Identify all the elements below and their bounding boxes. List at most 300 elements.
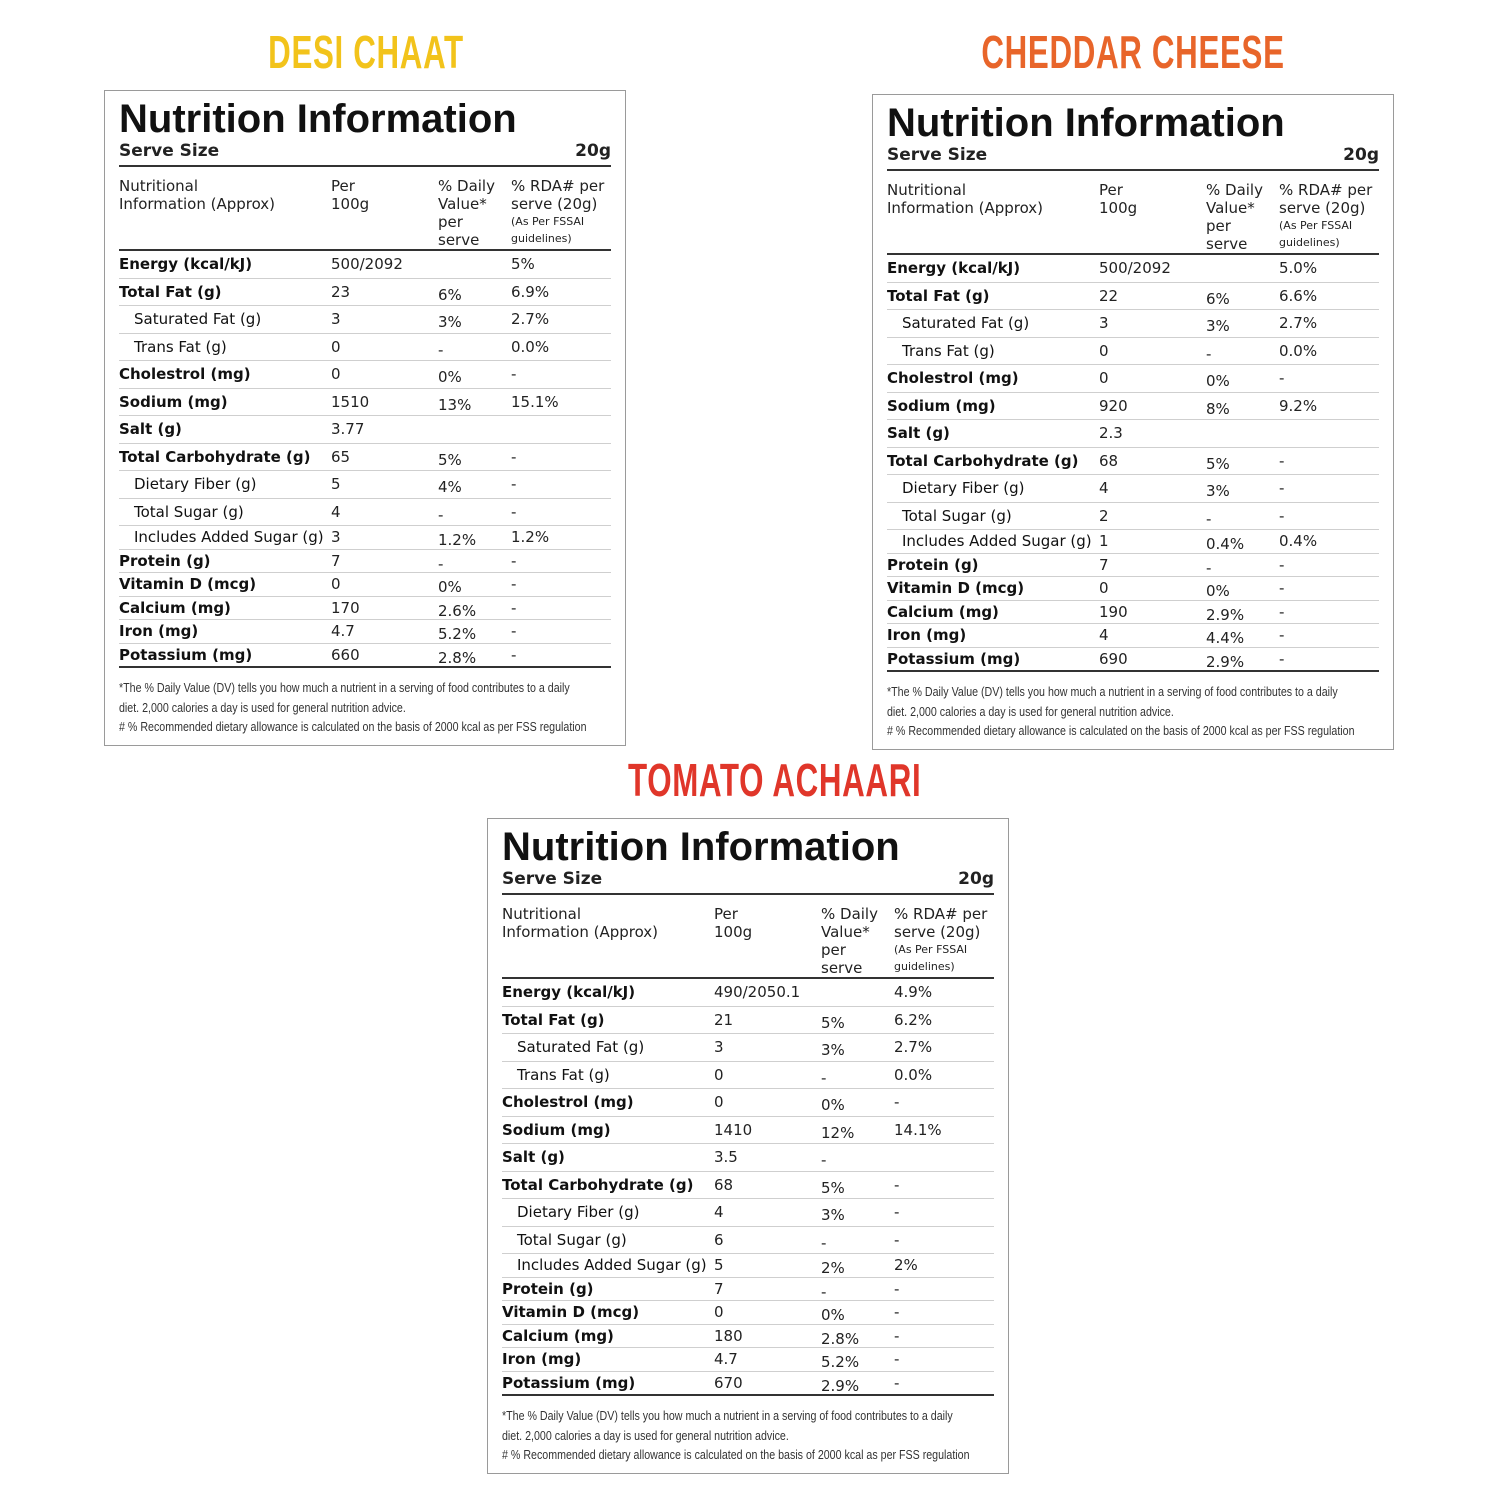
daily-value-percent: 3% — [1206, 317, 1230, 335]
daily-value-percent: - — [1206, 509, 1212, 528]
header-daily-value — [438, 177, 511, 249]
serve-size-row — [119, 141, 611, 167]
table-row — [887, 255, 1379, 283]
table-row — [887, 475, 1379, 503]
rda-percent: 0.4% — [1279, 532, 1318, 550]
rda-percent: - — [511, 475, 517, 493]
nutrient-name: Calcium (mg) — [502, 1326, 614, 1345]
rda-percent: 9.2% — [1279, 396, 1318, 415]
serve-size-row — [502, 869, 994, 895]
table-row — [502, 1117, 994, 1145]
per-100g-value: 3.5 — [714, 1148, 738, 1166]
daily-value-percent: 0% — [1206, 372, 1230, 390]
header-text: Per — [1099, 181, 1123, 199]
rda-percent: - — [894, 1350, 900, 1368]
footnote-line: diet. 2,000 calories a day is used for general nutrition advice. — [502, 1427, 789, 1443]
rda-percent: - — [894, 1230, 900, 1249]
table-row — [119, 444, 611, 472]
nutrient-name: Vitamin D (mcg) — [887, 579, 1025, 597]
header-text: (As Per FSSAI — [511, 215, 585, 228]
per-100g-value: 3 — [1099, 314, 1109, 332]
table-row — [887, 503, 1379, 531]
footnote — [502, 1396, 994, 1465]
header-text: guidelines) — [1279, 236, 1340, 249]
rda-percent: - — [894, 1373, 900, 1392]
table-row — [887, 338, 1379, 366]
header-text: % Daily — [438, 177, 495, 195]
nutrient-name: Calcium (mg) — [119, 598, 231, 617]
daily-value-percent: - — [821, 1068, 827, 1087]
nutrient-name: Dietary Fiber (g) — [134, 475, 257, 493]
serve-size-value: 20g — [958, 869, 994, 889]
table-row — [887, 283, 1379, 311]
daily-value-percent — [438, 251, 511, 278]
daily-value-percent: 6% — [1206, 289, 1230, 308]
per-100g-value: 7 — [1099, 555, 1109, 574]
per-100g-value: 490/2050.1 — [714, 983, 801, 1001]
table-row — [119, 550, 611, 574]
per-100g-value: 5 — [714, 1256, 724, 1274]
serve-size-value: 20g — [1343, 145, 1379, 165]
per-100g-value: 4 — [1099, 479, 1109, 497]
table-row — [502, 1301, 994, 1325]
per-100g-value: 5 — [331, 475, 341, 493]
nutrient-name: Energy (kcal/kJ) — [887, 259, 1021, 277]
header-text: serve — [438, 231, 480, 249]
table-row — [119, 416, 611, 444]
per-100g-value: 1510 — [331, 392, 370, 411]
flavor-title-cheddar-cheese: CHEDDAR CHEESE — [981, 26, 1285, 78]
table-row — [119, 644, 611, 669]
nutrient-name: Energy (kcal/kJ) — [502, 983, 636, 1001]
daily-value-percent: 2.9% — [821, 1376, 860, 1395]
table-row — [119, 620, 611, 644]
rda-percent: - — [511, 447, 517, 466]
nutrient-name: Includes Added Sugar (g) — [517, 1256, 707, 1274]
nutrient-name: Salt (g) — [119, 420, 182, 438]
nutrient-name: Sodium (mg) — [887, 396, 996, 415]
header-rda — [1279, 181, 1379, 249]
nutrient-name: Total Fat (g) — [502, 1010, 605, 1029]
nutrient-name: Saturated Fat (g) — [134, 310, 262, 328]
table-row — [119, 597, 611, 621]
nutrition-panel-cheddar-cheese — [872, 94, 1394, 750]
daily-value-percent: 5% — [438, 450, 462, 469]
panel-title: Nutrition Information — [502, 825, 900, 869]
serve-size-label: Serve Size — [119, 141, 220, 161]
table-row — [502, 1089, 994, 1117]
rda-percent: - — [894, 1203, 900, 1221]
rda-percent: 14.1% — [894, 1120, 942, 1139]
per-100g-value: 190 — [1099, 602, 1128, 621]
daily-value-percent: - — [438, 505, 444, 524]
header-text: Per — [331, 177, 355, 195]
per-100g-value: 1 — [1099, 532, 1109, 550]
header-text: 100g — [714, 923, 753, 941]
header-daily-value — [821, 905, 894, 977]
daily-value-percent: 5.2% — [821, 1353, 860, 1371]
table-row — [502, 1007, 994, 1035]
daily-value-percent: 4% — [438, 478, 462, 496]
daily-value-percent: 2.8% — [821, 1329, 860, 1348]
daily-value-percent: 2% — [821, 1259, 845, 1277]
nutrient-name: Includes Added Sugar (g) — [134, 528, 324, 546]
table-row — [887, 365, 1379, 393]
rda-percent: 0.0% — [894, 1065, 933, 1084]
per-100g-value: 0 — [1099, 341, 1109, 360]
daily-value-percent — [438, 416, 511, 443]
per-100g-value: 3 — [331, 528, 341, 546]
per-100g-value: 3.77 — [331, 420, 365, 438]
daily-value-percent: 5% — [821, 1013, 845, 1032]
header-nutrient — [119, 177, 331, 241]
daily-value-percent: 1.2% — [438, 531, 477, 549]
daily-value-percent: 3% — [438, 313, 462, 331]
rda-percent: 2.7% — [894, 1038, 933, 1056]
header-text: Information (Approx) — [887, 199, 1044, 217]
nutrient-name: Dietary Fiber (g) — [517, 1203, 640, 1221]
footnote — [119, 668, 611, 737]
panel-title: Nutrition Information — [887, 101, 1285, 145]
table-header — [502, 895, 994, 979]
header-text: Nutritional — [502, 905, 582, 923]
footnote-line: diet. 2,000 calories a day is used for general nutrition advice. — [119, 699, 406, 715]
nutrient-name: Cholestrol (mg) — [887, 369, 1019, 387]
table-row — [119, 499, 611, 527]
flavor-title-tomato-achaari: TOMATO ACHAARI — [628, 754, 922, 806]
per-100g-value: 690 — [1099, 649, 1128, 668]
nutrient-name: Total Sugar (g) — [517, 1230, 627, 1249]
per-100g-value: 4.7 — [714, 1350, 738, 1368]
table-row — [887, 624, 1379, 648]
rda-percent: - — [1279, 555, 1285, 574]
table-row — [887, 577, 1379, 601]
per-100g-value: 0 — [1099, 369, 1109, 387]
per-100g-value: 68 — [1099, 451, 1119, 470]
nutrient-name: Trans Fat (g) — [517, 1065, 610, 1084]
rda-percent — [1279, 420, 1379, 447]
rda-percent: - — [511, 365, 517, 383]
table-row — [887, 310, 1379, 338]
daily-value-percent: - — [438, 554, 444, 573]
header-text: 100g — [1099, 199, 1138, 217]
header-text: Value* — [438, 195, 487, 213]
nutrient-name: Total Carbohydrate (g) — [502, 1175, 694, 1194]
rda-percent: 6.9% — [511, 282, 550, 301]
daily-value-percent: 0% — [438, 578, 462, 596]
flavor-title-desi-chaat: DESI CHAAT — [268, 26, 464, 78]
table-row — [119, 471, 611, 499]
header-text: serve — [821, 959, 863, 977]
header-text: guidelines) — [511, 232, 572, 245]
rda-percent: - — [1279, 602, 1285, 621]
table-row — [119, 526, 611, 550]
footnote-line: diet. 2,000 calories a day is used for general nutrition advice. — [887, 703, 1174, 719]
nutrient-name: Potassium (mg) — [887, 649, 1021, 668]
daily-value-percent: - — [821, 1151, 827, 1169]
table-row — [887, 448, 1379, 476]
rda-percent: - — [894, 1303, 900, 1321]
table-header — [119, 167, 611, 251]
header-rda — [894, 905, 994, 973]
rda-percent: - — [511, 502, 517, 521]
header-text: (As Per FSSAI — [894, 943, 968, 956]
nutrient-name: Cholestrol (mg) — [502, 1093, 634, 1111]
header-text: guidelines) — [894, 960, 955, 973]
daily-value-percent: - — [438, 340, 444, 359]
table-row — [502, 1254, 994, 1278]
per-100g-value: 4 — [714, 1203, 724, 1221]
header-nutrient — [502, 905, 714, 969]
table-row — [502, 1325, 994, 1349]
per-100g-value: 0 — [714, 1303, 724, 1321]
table-row — [502, 1062, 994, 1090]
rda-percent: - — [511, 551, 517, 570]
nutrient-name: Total Carbohydrate (g) — [887, 451, 1079, 470]
nutrient-name: Vitamin D (mcg) — [119, 575, 257, 593]
rda-percent: 0.0% — [511, 337, 550, 356]
nutrient-name: Iron (mg) — [502, 1350, 582, 1368]
footnote-line: # % Recommended dietary allowance is calculated on the basis of 2000 kcal as per FSS regulation — [119, 719, 587, 734]
daily-value-percent — [821, 979, 894, 1006]
daily-value-percent: 5% — [821, 1178, 845, 1197]
header-per-100g — [1099, 181, 1206, 245]
nutrient-name: Salt (g) — [502, 1148, 565, 1166]
table-row — [502, 1144, 994, 1172]
rda-percent: 6.6% — [1279, 286, 1318, 305]
rda-percent: - — [1279, 369, 1285, 387]
rda-percent: - — [511, 598, 517, 617]
table-row — [119, 251, 611, 279]
nutrient-name: Cholestrol (mg) — [119, 365, 251, 383]
header-text: Value* — [1206, 199, 1255, 217]
per-100g-value: 170 — [331, 598, 360, 617]
nutrient-name: Protein (g) — [119, 551, 211, 570]
nutrient-name: Iron (mg) — [887, 626, 967, 644]
header-text: per — [438, 213, 463, 231]
daily-value-percent: - — [1206, 344, 1212, 363]
rda-percent: 1.2% — [511, 528, 550, 546]
rda-percent: - — [511, 645, 517, 664]
rda-percent: - — [894, 1175, 900, 1194]
nutrient-name: Includes Added Sugar (g) — [902, 532, 1092, 550]
daily-value-percent: 0.4% — [1206, 535, 1245, 553]
table-row — [502, 1348, 994, 1372]
nutrient-name: Salt (g) — [887, 424, 950, 442]
per-100g-value: 0 — [331, 575, 341, 593]
header-text: Value* — [821, 923, 870, 941]
table-row — [502, 1227, 994, 1255]
daily-value-percent: 12% — [821, 1123, 855, 1142]
table-row — [119, 279, 611, 307]
table-header — [887, 171, 1379, 255]
per-100g-value: 6 — [714, 1230, 724, 1249]
per-100g-value: 920 — [1099, 396, 1128, 415]
rda-percent: 0.0% — [1279, 341, 1318, 360]
header-text: serve (20g) — [894, 923, 981, 941]
per-100g-value: 670 — [714, 1373, 743, 1392]
daily-value-percent: 2.6% — [438, 601, 477, 620]
nutrient-name: Sodium (mg) — [502, 1120, 611, 1139]
daily-value-percent — [1206, 255, 1279, 282]
table-row — [119, 334, 611, 362]
footnote-line: *The % Daily Value (DV) tells you how much a nutrient in a serving of food contributes to a daily — [119, 680, 570, 695]
header-text: % RDA# per — [1279, 181, 1373, 199]
per-100g-value: 2.3 — [1099, 424, 1123, 442]
nutrition-panel-tomato-achaari — [487, 818, 1009, 1474]
header-text: per — [1206, 217, 1231, 235]
per-100g-value: 68 — [714, 1175, 734, 1194]
header-text: Information (Approx) — [502, 923, 659, 941]
daily-value-percent: 2.9% — [1206, 652, 1245, 671]
rda-percent: - — [1279, 649, 1285, 668]
rda-percent: - — [1279, 579, 1285, 597]
daily-value-percent: 0% — [438, 368, 462, 386]
table-row — [119, 573, 611, 597]
rda-percent: - — [894, 1326, 900, 1345]
table-row — [119, 306, 611, 334]
header-per-100g — [714, 905, 821, 969]
footnote — [887, 672, 1379, 741]
per-100g-value: 0 — [714, 1093, 724, 1111]
header-text: 100g — [331, 195, 370, 213]
header-text: % Daily — [821, 905, 878, 923]
nutrient-name: Total Sugar (g) — [134, 502, 244, 521]
header-text: per — [821, 941, 846, 959]
header-text: Nutritional — [119, 177, 199, 195]
table-row — [887, 554, 1379, 578]
header-nutrient — [887, 181, 1099, 245]
per-100g-value: 660 — [331, 645, 360, 664]
nutrient-name: Total Carbohydrate (g) — [119, 447, 311, 466]
footnote-line: *The % Daily Value (DV) tells you how much a nutrient in a serving of food contributes to a daily — [502, 1408, 953, 1423]
rda-percent: - — [1279, 506, 1285, 525]
rda-percent: - — [511, 622, 517, 640]
per-100g-value: 3 — [331, 310, 341, 328]
nutrient-name: Saturated Fat (g) — [517, 1038, 645, 1056]
table-row — [502, 1172, 994, 1200]
header-text: serve (20g) — [511, 195, 598, 213]
header-text: Nutritional — [887, 181, 967, 199]
nutrient-name: Trans Fat (g) — [902, 341, 995, 360]
daily-value-percent: 2.9% — [1206, 605, 1245, 624]
header-text: serve — [1206, 235, 1248, 253]
rda-percent — [894, 1144, 994, 1171]
table-row — [502, 1278, 994, 1302]
nutrient-name: Trans Fat (g) — [134, 337, 227, 356]
nutrient-name: Calcium (mg) — [887, 602, 999, 621]
daily-value-percent: 2.8% — [438, 648, 477, 667]
table-row — [502, 979, 994, 1007]
header-text: (As Per FSSAI — [1279, 219, 1353, 232]
nutrient-name: Vitamin D (mcg) — [502, 1303, 640, 1321]
table-row — [119, 361, 611, 389]
rda-percent: 5% — [511, 255, 535, 273]
header-rda — [511, 177, 611, 245]
table-row — [502, 1372, 994, 1397]
rda-percent: 2% — [894, 1256, 918, 1274]
per-100g-value: 2 — [1099, 506, 1109, 525]
per-100g-value: 0 — [1099, 579, 1109, 597]
rda-percent: - — [1279, 451, 1285, 470]
daily-value-percent: 0% — [1206, 582, 1230, 600]
per-100g-value: 1410 — [714, 1120, 753, 1139]
nutrient-name: Protein (g) — [502, 1279, 594, 1298]
nutrient-name: Energy (kcal/kJ) — [119, 255, 253, 273]
per-100g-value: 0 — [331, 337, 341, 356]
table-row — [119, 389, 611, 417]
rda-percent: - — [1279, 626, 1285, 644]
daily-value-percent: 8% — [1206, 399, 1230, 418]
per-100g-value: 0 — [714, 1065, 724, 1084]
per-100g-value: 4 — [1099, 626, 1109, 644]
daily-value-percent: - — [1206, 558, 1212, 577]
per-100g-value: 180 — [714, 1326, 743, 1345]
table-row — [887, 393, 1379, 421]
per-100g-value: 65 — [331, 447, 351, 466]
rda-percent: - — [511, 575, 517, 593]
panel-title: Nutrition Information — [119, 97, 517, 141]
rda-percent: - — [1279, 479, 1285, 497]
nutrient-name: Protein (g) — [887, 555, 979, 574]
table-row — [502, 1034, 994, 1062]
header-text: Information (Approx) — [119, 195, 276, 213]
rda-percent: 2.7% — [1279, 314, 1318, 332]
rda-percent: - — [894, 1093, 900, 1111]
nutrient-name: Sodium (mg) — [119, 392, 228, 411]
daily-value-percent: 3% — [821, 1206, 845, 1224]
daily-value-percent — [1206, 420, 1279, 447]
nutrient-name: Iron (mg) — [119, 622, 199, 640]
table-row — [502, 1199, 994, 1227]
header-text: Per — [714, 905, 738, 923]
daily-value-percent: 6% — [438, 285, 462, 304]
daily-value-percent: 4.4% — [1206, 629, 1245, 647]
per-100g-value: 3 — [714, 1038, 724, 1056]
per-100g-value: 4 — [331, 502, 341, 521]
rda-percent: 2.7% — [511, 310, 550, 328]
rda-percent: 15.1% — [511, 392, 559, 411]
rda-percent: - — [894, 1279, 900, 1298]
daily-value-percent: - — [821, 1282, 827, 1301]
table-row — [887, 648, 1379, 673]
nutrient-name: Potassium (mg) — [119, 645, 253, 664]
footnote-line: *The % Daily Value (DV) tells you how much a nutrient in a serving of food contributes to a daily — [887, 684, 1338, 699]
daily-value-percent: 3% — [821, 1041, 845, 1059]
serve-size-value: 20g — [575, 141, 611, 161]
rda-percent: 5.0% — [1279, 259, 1318, 277]
per-100g-value: 4.7 — [331, 622, 355, 640]
table-row — [887, 420, 1379, 448]
header-text: serve (20g) — [1279, 199, 1366, 217]
daily-value-percent: 13% — [438, 395, 472, 414]
per-100g-value: 500/2092 — [1099, 259, 1171, 277]
header-text: % RDA# per — [894, 905, 988, 923]
per-100g-value: 0 — [331, 365, 341, 383]
per-100g-value: 22 — [1099, 286, 1119, 305]
nutrient-name: Dietary Fiber (g) — [902, 479, 1025, 497]
nutrient-name: Potassium (mg) — [502, 1373, 636, 1392]
nutrient-name: Total Fat (g) — [119, 282, 222, 301]
daily-value-percent: - — [821, 1233, 827, 1252]
header-text: % Daily — [1206, 181, 1263, 199]
nutrition-panel-desi-chaat — [104, 90, 626, 746]
footnote-line: # % Recommended dietary allowance is calculated on the basis of 2000 kcal as per FSS regulation — [887, 723, 1355, 738]
serve-size-label: Serve Size — [887, 145, 988, 165]
rda-percent: 4.9% — [894, 983, 933, 1001]
serve-size-row — [887, 145, 1379, 171]
header-text: % RDA# per — [511, 177, 605, 195]
